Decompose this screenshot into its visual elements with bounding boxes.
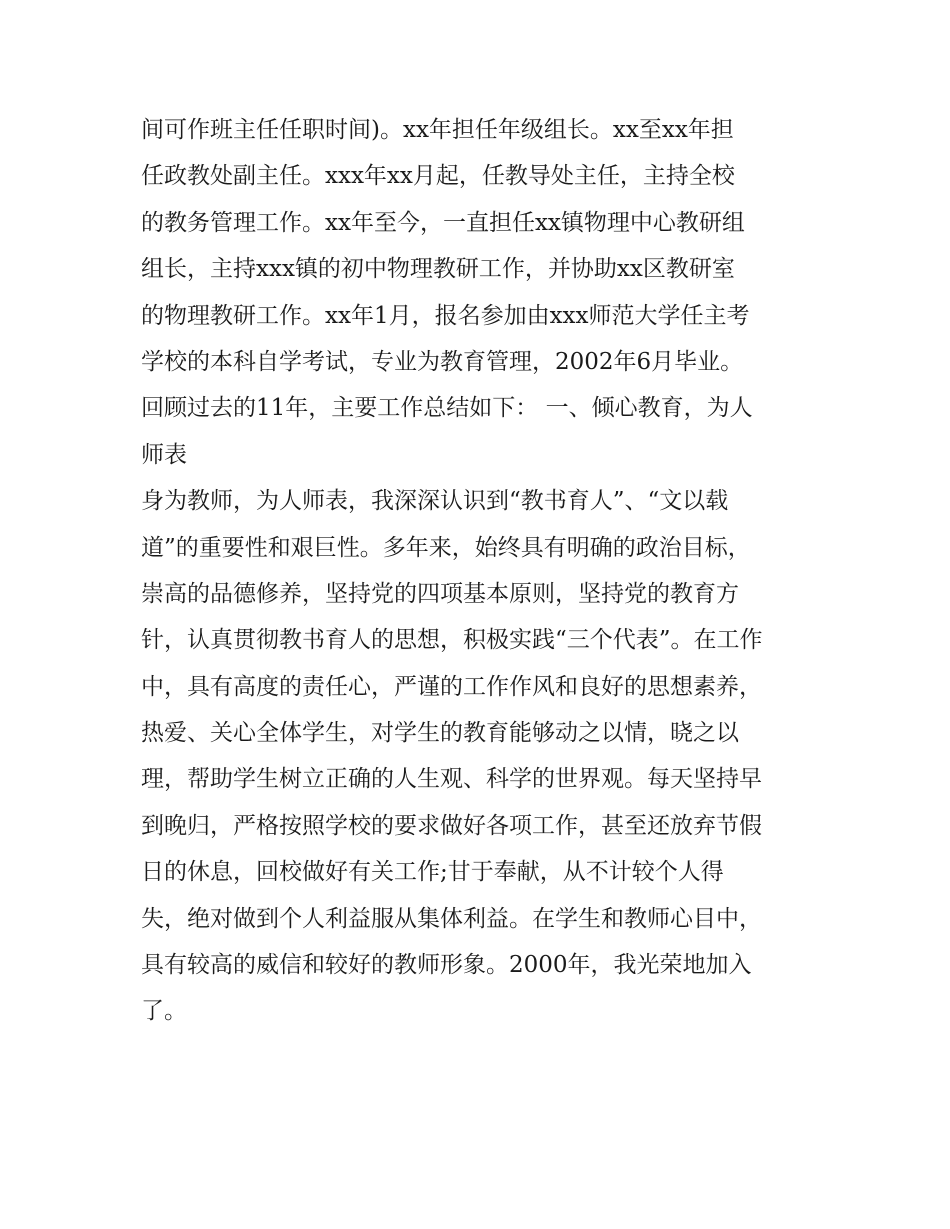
text-line: 身为教师，为人师表，我深深认识到“教书育人”、“文以载 bbox=[141, 488, 729, 515]
text-line: 热爱、关心全体学生，对学生的教育能够动之以情，晓之以 bbox=[141, 720, 739, 747]
text-line: 道”的重要性和艰巨性。多年来，始终具有明确的政治目标， bbox=[141, 534, 751, 561]
text-line: 的教务管理工作。xx年至今，一直担任xx镇物理中心教研组 bbox=[141, 209, 745, 236]
text-line: 组长，主持xxx镇的初中物理教研工作，并协助xx区教研室 bbox=[141, 256, 735, 283]
text-line: 回顾过去的11年，主要工作总结如下： 一、倾心教育，为人 bbox=[141, 395, 753, 422]
text-line: 到晚归，严格按照学校的要求做好各项工作，甚至还放弃节假 bbox=[141, 812, 762, 839]
text-line: 崇高的品德修养，坚持党的四项基本原则，坚持党的教育方 bbox=[141, 580, 739, 607]
text-line: 失，绝对做到个人利益服从集体利益。在学生和教师心目中， bbox=[141, 905, 762, 932]
text-line: 任政教处副主任。xxx年xx月起，任教导处主任，主持全校 bbox=[141, 163, 735, 190]
text-line: 针，认真贯彻教书育人的思想，积极实践“三个代表”。在工作 bbox=[141, 627, 763, 654]
body-text bbox=[141, 107, 831, 1035]
text-line: 中，具有高度的责任心，严谨的工作作风和良好的思想素养， bbox=[141, 673, 762, 700]
text-line: 理，帮助学生树立正确的人生观、科学的世界观。每天坚持早 bbox=[141, 766, 762, 793]
text-line: 的物理教研工作。xx年1月，报名参加由xxx师范大学任主考 bbox=[141, 302, 750, 329]
text-line: 学校的本科自学考试，专业为教育管理，2002年6月毕业。 bbox=[141, 348, 744, 375]
text-line: 日的休息，回校做好有关工作;甘于奉献，从不计较个人得 bbox=[141, 859, 724, 886]
text-line: 具有较高的威信和较好的教师形象。2000年，我光荣地加入 bbox=[141, 952, 752, 979]
text-line: 了。 bbox=[141, 998, 187, 1025]
text-line: 师表 bbox=[141, 441, 187, 468]
text-line: 间可作班主任任职时间)。xx年担任年级组长。xx至xx年担 bbox=[141, 117, 734, 143]
